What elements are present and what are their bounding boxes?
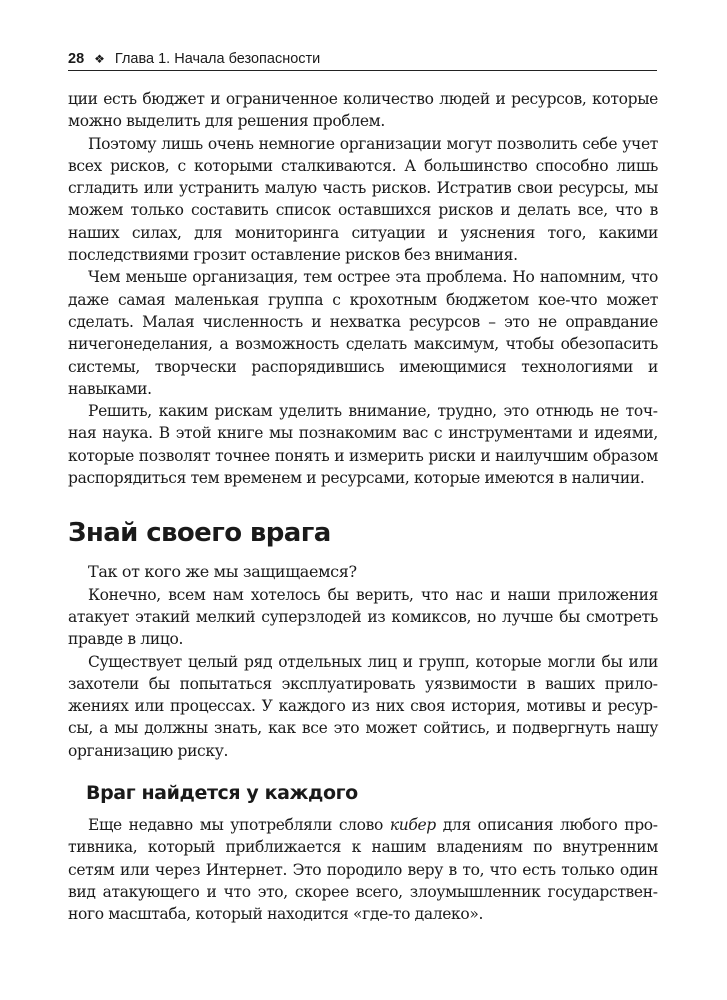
section-heading: Знай своего врага (68, 518, 331, 549)
subsection-heading: Враг найдется у каждого (86, 782, 358, 805)
paragraph: Конечно, всем нам хотелось бы верить, что нас и наши приложения атакует этакий мелкий суперзлодей из комиксов, но лучше бы смотреть правде в лицо. (68, 585, 658, 649)
page-body (68, 88, 658, 926)
italic-term: кибер (389, 816, 436, 835)
paragraph: Существует целый ряд отдельных лиц и групп, которые могли бы или захотели бы попытаться эксплуатировать уязвимости в ваших приложениях или процессах. У каждого из них своя история, мотивы и ресурсы, а мы должны знать, как все это может сойтись, и подвергнуть нашу организацию риску. (68, 652, 658, 760)
paragraph: Чем меньше организация, тем острее эта проблема. Но напомним, что даже самая маленькая группа с крохотным бюджетом кое-что может сделать. Малая численность и нехватка ресурсов – это не оправдание ничегонеделания, а возможность сделать максимум, чтобы обезопасить системы, творчески распорядившись имеющимися технологиями и навыками. (68, 268, 658, 398)
paragraph: Поэтому лишь очень немногие организации могут позволить себе учет всех рисков, с которыми сталкиваются. А большинство способно лишь сгладить или устранить малую часть рисков. Истратив свои ресурсы, мы можем только составить список оставшихся рисков и делать все, что в наших силах, для мониторинга ситуации и уяснения того, какими последствиями грозит оставление рисков без внимания. (68, 134, 658, 265)
page-number: 28 (68, 51, 85, 67)
paragraph: Решить, каким рискам уделить внимание, трудно, это отнюдь не точная наука. В этой книге мы познакомим вас с инструментами и идеями, которые позволят точнее понять и измерить риски и наилучшим образом распорядиться тем временем и ресурсами, которые имеются в наличии. (68, 402, 658, 488)
paragraph-text-end: для описания любого противника, который приближается к нашим владениям по внутренним сетям или через Интернет. Это породило веру в то, что есть только один вид атакующего и что это, скорее всего, злоумышленник государственного масштаба, который находится «где-то далеко». (68, 816, 659, 924)
running-header (68, 48, 657, 71)
diamond-ornament-icon: ❖ (94, 52, 105, 66)
chapter-title: Глава 1. Начала безопасности (114, 51, 321, 67)
paragraph-continued: ции есть бюджет и ограниченное количество людей и ресурсов, которые можно выделить для решения проблем. (68, 90, 658, 131)
paragraph-text-start: Еще недавно мы употребляли слово (88, 816, 390, 835)
section-subheading: Так от кого же мы защищаемся? (88, 562, 357, 582)
paragraph (68, 814, 658, 925)
